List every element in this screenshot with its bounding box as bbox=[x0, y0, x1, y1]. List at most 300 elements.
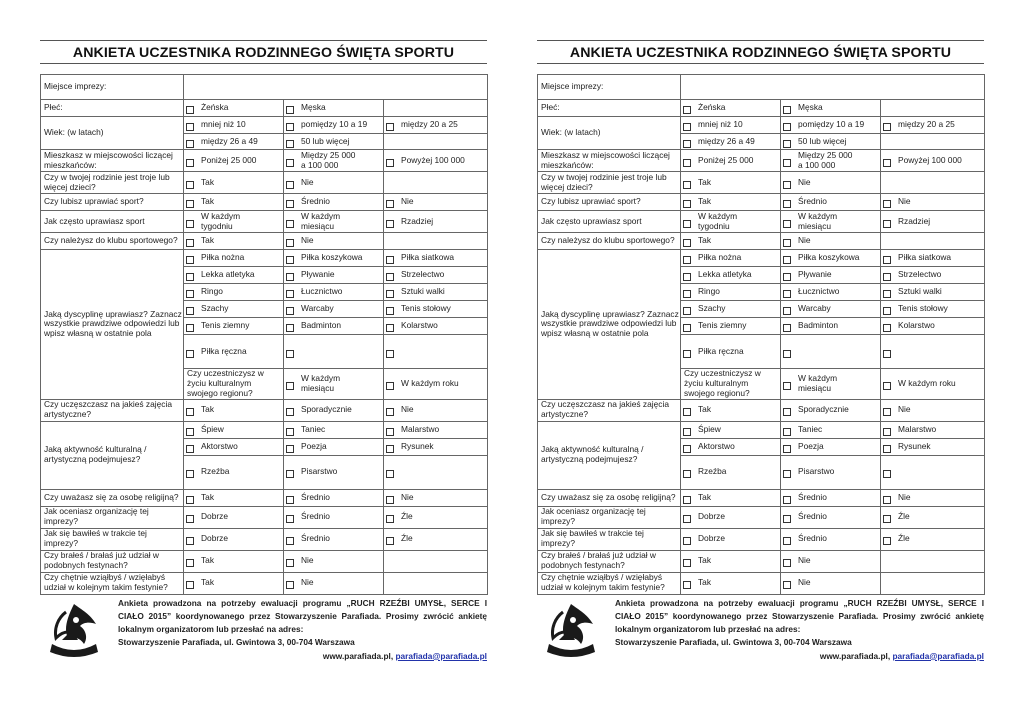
checkbox-icon[interactable] bbox=[286, 200, 294, 208]
answer-option[interactable] bbox=[184, 212, 283, 232]
answer-cell bbox=[681, 335, 781, 369]
checkbox-icon[interactable] bbox=[286, 290, 294, 298]
checkbox-icon[interactable] bbox=[783, 515, 791, 523]
checkbox-icon[interactable] bbox=[683, 581, 691, 589]
checkbox-icon[interactable] bbox=[286, 324, 294, 332]
checkbox-icon[interactable] bbox=[783, 324, 791, 332]
checkbox-icon[interactable] bbox=[783, 382, 791, 390]
answer-option[interactable] bbox=[781, 178, 880, 188]
answer-option[interactable] bbox=[384, 493, 487, 503]
checkbox-icon[interactable] bbox=[683, 256, 691, 264]
answer-option[interactable] bbox=[681, 178, 780, 188]
answer-option[interactable] bbox=[284, 120, 383, 130]
checkbox-icon[interactable] bbox=[286, 239, 294, 247]
answer-option[interactable] bbox=[681, 253, 780, 263]
answer-option[interactable] bbox=[284, 578, 383, 588]
answer-option[interactable] bbox=[781, 512, 880, 522]
answer-label: Taniec bbox=[798, 423, 823, 434]
answer-option[interactable] bbox=[881, 304, 984, 314]
answer-option[interactable] bbox=[781, 120, 880, 130]
checkbox-icon[interactable] bbox=[883, 290, 891, 298]
checkbox-icon[interactable] bbox=[883, 307, 891, 315]
checkbox-icon[interactable] bbox=[186, 445, 194, 453]
checkbox-icon[interactable] bbox=[683, 123, 691, 131]
answer-option[interactable] bbox=[184, 253, 283, 263]
answer-option[interactable] bbox=[881, 197, 984, 207]
checkbox-icon[interactable] bbox=[186, 307, 194, 315]
question-label: Jak oceniasz organizację tej imprezy? bbox=[538, 506, 681, 528]
answer-option[interactable] bbox=[184, 156, 283, 166]
answer-option[interactable] bbox=[681, 493, 780, 503]
answer-option[interactable] bbox=[184, 467, 283, 477]
question-row bbox=[538, 550, 985, 572]
answer-option[interactable] bbox=[681, 197, 780, 207]
checkbox-icon[interactable] bbox=[883, 256, 891, 264]
answer-option[interactable] bbox=[681, 512, 780, 522]
answer-option[interactable] bbox=[284, 137, 383, 147]
answer-option[interactable] bbox=[284, 178, 383, 188]
answer-option[interactable] bbox=[284, 197, 383, 207]
checkbox-icon[interactable] bbox=[386, 200, 394, 208]
answer-option[interactable] bbox=[184, 321, 283, 331]
checkbox-icon[interactable] bbox=[883, 428, 891, 436]
answer-option[interactable] bbox=[781, 270, 880, 280]
answer-option[interactable] bbox=[781, 236, 880, 246]
checkbox-icon[interactable] bbox=[186, 537, 194, 545]
checkbox-icon[interactable] bbox=[186, 515, 194, 523]
checkbox-icon[interactable] bbox=[386, 537, 394, 545]
answer-option[interactable] bbox=[384, 120, 487, 130]
checkbox-icon[interactable] bbox=[386, 408, 394, 416]
checkbox-icon[interactable] bbox=[683, 200, 691, 208]
checkbox-icon[interactable] bbox=[386, 445, 394, 453]
answer-option[interactable] bbox=[384, 287, 487, 297]
answer-label: Nie bbox=[798, 555, 811, 566]
checkbox-icon[interactable] bbox=[186, 159, 194, 167]
checkbox-icon[interactable] bbox=[386, 382, 394, 390]
checkbox-icon[interactable] bbox=[883, 408, 891, 416]
checkbox-icon[interactable] bbox=[386, 496, 394, 504]
answer-option[interactable] bbox=[881, 156, 984, 166]
answer-option[interactable] bbox=[881, 379, 984, 389]
answer-option[interactable] bbox=[184, 442, 283, 452]
answer-option[interactable] bbox=[184, 512, 283, 522]
answer-option[interactable] bbox=[781, 253, 880, 263]
checkbox-icon[interactable] bbox=[883, 159, 891, 167]
checkbox-icon[interactable] bbox=[783, 470, 791, 478]
checkbox-icon[interactable] bbox=[683, 290, 691, 298]
checkbox-icon[interactable] bbox=[186, 106, 194, 114]
answer-label: Szachy bbox=[698, 303, 726, 314]
checkbox-icon[interactable] bbox=[286, 220, 294, 228]
checkbox-icon[interactable] bbox=[783, 581, 791, 589]
answer-option[interactable] bbox=[284, 287, 383, 297]
checkbox-icon[interactable] bbox=[186, 408, 194, 416]
checkbox-icon[interactable] bbox=[286, 159, 294, 167]
checkbox-icon[interactable] bbox=[683, 496, 691, 504]
website-link[interactable]: www.parafiada.pl, bbox=[819, 650, 893, 661]
answer-option[interactable] bbox=[284, 103, 383, 113]
checkbox-icon[interactable] bbox=[186, 470, 194, 478]
checkbox-icon[interactable] bbox=[286, 515, 294, 523]
answer-option[interactable] bbox=[881, 270, 984, 280]
answer-option[interactable] bbox=[681, 156, 780, 166]
answer-option[interactable] bbox=[284, 442, 383, 452]
answer-option[interactable] bbox=[881, 405, 984, 415]
answer-cell bbox=[681, 134, 781, 150]
footer bbox=[40, 596, 487, 676]
answer-option[interactable] bbox=[284, 321, 383, 331]
answer-option[interactable] bbox=[881, 287, 984, 297]
answer-option[interactable] bbox=[681, 287, 780, 297]
checkbox-icon[interactable] bbox=[386, 428, 394, 436]
checkbox-icon[interactable] bbox=[783, 181, 791, 189]
checkbox-icon[interactable] bbox=[186, 273, 194, 281]
checkbox-icon[interactable] bbox=[186, 200, 194, 208]
answer-option[interactable] bbox=[384, 217, 487, 227]
checkbox-icon[interactable] bbox=[783, 239, 791, 247]
answer-cell bbox=[781, 134, 881, 150]
checkbox-icon[interactable] bbox=[286, 470, 294, 478]
answer-option[interactable] bbox=[384, 468, 487, 476]
answer-option[interactable] bbox=[781, 137, 880, 147]
answer-cell bbox=[284, 172, 384, 194]
answer-option[interactable] bbox=[184, 556, 283, 566]
answer-option[interactable] bbox=[184, 236, 283, 246]
checkbox-icon[interactable] bbox=[783, 408, 791, 416]
checkbox-icon[interactable] bbox=[186, 239, 194, 247]
answer-option[interactable] bbox=[781, 405, 880, 415]
checkbox-icon[interactable] bbox=[683, 220, 691, 228]
answer-option[interactable] bbox=[384, 405, 487, 415]
answer-label: Nie bbox=[301, 577, 314, 588]
answer-cell bbox=[681, 211, 781, 233]
answer-option[interactable] bbox=[781, 493, 880, 503]
answer-option[interactable] bbox=[184, 287, 283, 297]
checkbox-icon[interactable] bbox=[883, 537, 891, 545]
checkbox-icon[interactable] bbox=[286, 537, 294, 545]
answer-label: Nie bbox=[401, 491, 414, 502]
checkbox-icon[interactable] bbox=[386, 350, 394, 358]
checkbox-icon[interactable] bbox=[783, 123, 791, 131]
answer-option[interactable] bbox=[681, 321, 780, 331]
checkbox-icon[interactable] bbox=[286, 307, 294, 315]
answer-cell bbox=[384, 550, 488, 572]
answer-option[interactable] bbox=[881, 253, 984, 263]
answer-option[interactable] bbox=[681, 137, 780, 147]
checkbox-icon[interactable] bbox=[386, 324, 394, 332]
checkbox-icon[interactable] bbox=[783, 307, 791, 315]
checkbox-icon[interactable] bbox=[883, 200, 891, 208]
checkbox-icon[interactable] bbox=[683, 408, 691, 416]
answer-option[interactable] bbox=[284, 304, 383, 314]
checkbox-icon[interactable] bbox=[286, 581, 294, 589]
answer-option[interactable] bbox=[384, 253, 487, 263]
answer-option[interactable] bbox=[781, 151, 880, 171]
answer-option[interactable] bbox=[781, 425, 880, 435]
checkbox-icon[interactable] bbox=[783, 537, 791, 545]
checkbox-icon[interactable] bbox=[683, 307, 691, 315]
checkbox-icon[interactable] bbox=[186, 290, 194, 298]
answer-option[interactable] bbox=[284, 556, 383, 566]
answer-option[interactable] bbox=[681, 270, 780, 280]
checkbox-icon[interactable] bbox=[186, 256, 194, 264]
answer-label: Tenis stołowy bbox=[898, 303, 948, 314]
answer-option[interactable] bbox=[681, 405, 780, 415]
checkbox-icon[interactable] bbox=[286, 408, 294, 416]
answer-option[interactable] bbox=[781, 348, 880, 356]
checkbox-icon[interactable] bbox=[386, 470, 394, 478]
answer-option[interactable] bbox=[681, 467, 780, 477]
answer-option[interactable] bbox=[781, 442, 880, 452]
checkbox-icon[interactable] bbox=[783, 220, 791, 228]
checkbox-icon[interactable] bbox=[386, 220, 394, 228]
checkbox-icon[interactable] bbox=[783, 428, 791, 436]
answer-option[interactable] bbox=[184, 578, 283, 588]
answer-option[interactable] bbox=[384, 379, 487, 389]
answer-option[interactable] bbox=[184, 425, 283, 435]
checkbox-icon[interactable] bbox=[286, 273, 294, 281]
answer-option[interactable] bbox=[184, 405, 283, 415]
checkbox-icon[interactable] bbox=[683, 273, 691, 281]
answer-option[interactable] bbox=[384, 270, 487, 280]
answer-option[interactable] bbox=[384, 197, 487, 207]
answer-option[interactable] bbox=[881, 348, 984, 356]
answer-option[interactable] bbox=[284, 374, 383, 394]
answer-option[interactable] bbox=[284, 348, 383, 356]
answer-option[interactable] bbox=[284, 236, 383, 246]
answer-option[interactable] bbox=[881, 425, 984, 435]
answer-option[interactable] bbox=[881, 493, 984, 503]
checkbox-icon[interactable] bbox=[783, 273, 791, 281]
answer-option[interactable] bbox=[384, 304, 487, 314]
checkbox-icon[interactable] bbox=[883, 515, 891, 523]
checkbox-icon[interactable] bbox=[783, 159, 791, 167]
checkbox-icon[interactable] bbox=[286, 445, 294, 453]
checkbox-icon[interactable] bbox=[883, 470, 891, 478]
checkbox-icon[interactable] bbox=[286, 181, 294, 189]
checkbox-icon[interactable] bbox=[683, 559, 691, 567]
question-row bbox=[41, 506, 488, 528]
answer-option[interactable] bbox=[184, 270, 283, 280]
answer-option[interactable] bbox=[781, 374, 880, 394]
checkbox-icon[interactable] bbox=[783, 140, 791, 148]
answer-option[interactable] bbox=[781, 212, 880, 232]
checkbox-icon[interactable] bbox=[286, 496, 294, 504]
answer-option[interactable] bbox=[384, 534, 487, 544]
checkbox-icon[interactable] bbox=[386, 307, 394, 315]
answer-option[interactable] bbox=[681, 347, 780, 357]
answer-option[interactable] bbox=[881, 217, 984, 227]
answer-option[interactable] bbox=[681, 442, 780, 452]
checkbox-icon[interactable] bbox=[286, 256, 294, 264]
answer-option[interactable] bbox=[384, 156, 487, 166]
answer-label: Poezja bbox=[798, 440, 824, 451]
checkbox-icon[interactable] bbox=[286, 123, 294, 131]
checkbox-icon[interactable] bbox=[883, 273, 891, 281]
answer-option[interactable] bbox=[681, 120, 780, 130]
answer-option[interactable] bbox=[881, 534, 984, 544]
answer-option[interactable] bbox=[681, 236, 780, 246]
answer-option[interactable] bbox=[681, 578, 780, 588]
answer-cell bbox=[284, 572, 384, 594]
answer-option[interactable] bbox=[881, 120, 984, 130]
checkbox-icon[interactable] bbox=[186, 220, 194, 228]
answer-option[interactable] bbox=[284, 467, 383, 477]
answer-option[interactable] bbox=[681, 556, 780, 566]
question-row bbox=[538, 399, 985, 421]
answer-option[interactable] bbox=[284, 212, 383, 232]
checkbox-icon[interactable] bbox=[286, 559, 294, 567]
checkbox-icon[interactable] bbox=[186, 140, 194, 148]
checkbox-icon[interactable] bbox=[186, 123, 194, 131]
checkbox-icon[interactable] bbox=[883, 220, 891, 228]
email-link[interactable]: parafiada@parafiada.pl bbox=[892, 650, 984, 661]
answer-option[interactable] bbox=[284, 253, 383, 263]
checkbox-icon[interactable] bbox=[683, 350, 691, 358]
answer-label: Średnio bbox=[301, 491, 330, 502]
checkbox-icon[interactable] bbox=[286, 350, 294, 358]
checkbox-icon[interactable] bbox=[783, 496, 791, 504]
email-link[interactable]: parafiada@parafiada.pl bbox=[395, 650, 487, 661]
answer-option[interactable] bbox=[881, 512, 984, 522]
checkbox-icon[interactable] bbox=[186, 559, 194, 567]
checkbox-icon[interactable] bbox=[186, 581, 194, 589]
answer-option[interactable] bbox=[384, 512, 487, 522]
answer-cell bbox=[384, 211, 488, 233]
answer-option[interactable] bbox=[384, 321, 487, 331]
checkbox-icon[interactable] bbox=[286, 428, 294, 436]
answer-cell bbox=[881, 399, 985, 421]
answer-label: Tak bbox=[698, 404, 712, 415]
checkbox-icon[interactable] bbox=[783, 256, 791, 264]
answer-option[interactable] bbox=[781, 578, 880, 588]
answer-label: Źle bbox=[401, 533, 413, 544]
checkbox-icon[interactable] bbox=[186, 428, 194, 436]
answer-option[interactable] bbox=[881, 468, 984, 476]
answer-label: Malarstwo bbox=[401, 423, 440, 434]
checkbox-icon[interactable] bbox=[186, 350, 194, 358]
answer-option[interactable] bbox=[184, 347, 283, 357]
question-row bbox=[41, 233, 488, 250]
checkbox-icon[interactable] bbox=[386, 256, 394, 264]
answer-label: Źle bbox=[898, 511, 910, 522]
answer-label: mniej niż 10 bbox=[698, 119, 743, 130]
answer-option[interactable] bbox=[681, 103, 780, 113]
answer-option[interactable] bbox=[781, 556, 880, 566]
checkbox-icon[interactable] bbox=[783, 106, 791, 114]
answer-option[interactable] bbox=[284, 425, 383, 435]
answer-option[interactable] bbox=[781, 534, 880, 544]
answer-option[interactable] bbox=[284, 151, 383, 171]
answer-option[interactable] bbox=[284, 405, 383, 415]
checkbox-icon[interactable] bbox=[683, 428, 691, 436]
answer-option[interactable] bbox=[384, 348, 487, 356]
checkbox-icon[interactable] bbox=[186, 324, 194, 332]
checkbox-icon[interactable] bbox=[683, 537, 691, 545]
answer-label: Piłka nożna bbox=[698, 252, 742, 263]
answer-option[interactable] bbox=[384, 442, 487, 452]
checkbox-icon[interactable] bbox=[783, 200, 791, 208]
checkbox-icon[interactable] bbox=[683, 181, 691, 189]
answer-option[interactable] bbox=[184, 178, 283, 188]
answer-option[interactable] bbox=[781, 287, 880, 297]
answer-option[interactable] bbox=[184, 120, 283, 130]
answer-cell bbox=[184, 250, 284, 267]
checkbox-icon[interactable] bbox=[286, 106, 294, 114]
answer-option[interactable] bbox=[284, 534, 383, 544]
checkbox-icon[interactable] bbox=[683, 515, 691, 523]
answer-option[interactable] bbox=[681, 212, 780, 232]
answer-option[interactable] bbox=[284, 512, 383, 522]
checkbox-icon[interactable] bbox=[783, 445, 791, 453]
answer-option[interactable] bbox=[681, 304, 780, 314]
question-row bbox=[41, 117, 488, 134]
answer-option[interactable] bbox=[284, 493, 383, 503]
checkbox-icon[interactable] bbox=[186, 496, 194, 504]
answer-option[interactable] bbox=[184, 197, 283, 207]
checkbox-icon[interactable] bbox=[683, 106, 691, 114]
checkbox-icon[interactable] bbox=[386, 123, 394, 131]
checkbox-icon[interactable] bbox=[883, 123, 891, 131]
checkbox-icon[interactable] bbox=[783, 350, 791, 358]
event-place-field[interactable] bbox=[681, 75, 985, 100]
checkbox-icon[interactable] bbox=[683, 470, 691, 478]
checkbox-icon[interactable] bbox=[683, 239, 691, 247]
checkbox-icon[interactable] bbox=[683, 445, 691, 453]
answer-option[interactable] bbox=[781, 304, 880, 314]
checkbox-icon[interactable] bbox=[883, 350, 891, 358]
answer-option[interactable] bbox=[184, 137, 283, 147]
answer-option[interactable] bbox=[184, 493, 283, 503]
checkbox-icon[interactable] bbox=[783, 290, 791, 298]
answer-option[interactable] bbox=[184, 103, 283, 113]
checkbox-icon[interactable] bbox=[386, 159, 394, 167]
answer-option[interactable] bbox=[781, 321, 880, 331]
checkbox-icon[interactable] bbox=[286, 382, 294, 390]
checkbox-icon[interactable] bbox=[683, 324, 691, 332]
answer-option[interactable] bbox=[284, 270, 383, 280]
checkbox-icon[interactable] bbox=[386, 515, 394, 523]
checkbox-icon[interactable] bbox=[883, 324, 891, 332]
answer-cell bbox=[384, 528, 488, 550]
checkbox-icon[interactable] bbox=[683, 159, 691, 167]
question-row bbox=[538, 194, 985, 211]
answer-option[interactable] bbox=[881, 321, 984, 331]
answer-option[interactable] bbox=[781, 103, 880, 113]
checkbox-icon[interactable] bbox=[783, 559, 791, 567]
checkbox-icon[interactable] bbox=[883, 445, 891, 453]
answer-option[interactable] bbox=[681, 534, 780, 544]
answer-option[interactable] bbox=[184, 534, 283, 544]
answer-option[interactable] bbox=[881, 442, 984, 452]
checkbox-icon[interactable] bbox=[683, 140, 691, 148]
answer-option[interactable] bbox=[681, 425, 780, 435]
checkbox-icon[interactable] bbox=[386, 290, 394, 298]
checkbox-icon[interactable] bbox=[386, 273, 394, 281]
answer-option[interactable] bbox=[781, 467, 880, 477]
checkbox-icon[interactable] bbox=[186, 181, 194, 189]
checkbox-icon[interactable] bbox=[286, 140, 294, 148]
checkbox-icon[interactable] bbox=[883, 496, 891, 504]
website-link[interactable]: www.parafiada.pl, bbox=[322, 650, 396, 661]
checkbox-icon[interactable] bbox=[883, 382, 891, 390]
answer-option[interactable] bbox=[384, 425, 487, 435]
answer-option[interactable] bbox=[781, 197, 880, 207]
event-place-field[interactable] bbox=[184, 75, 488, 100]
answer-label: między 20 a 25 bbox=[898, 119, 955, 130]
answer-option[interactable] bbox=[184, 304, 283, 314]
